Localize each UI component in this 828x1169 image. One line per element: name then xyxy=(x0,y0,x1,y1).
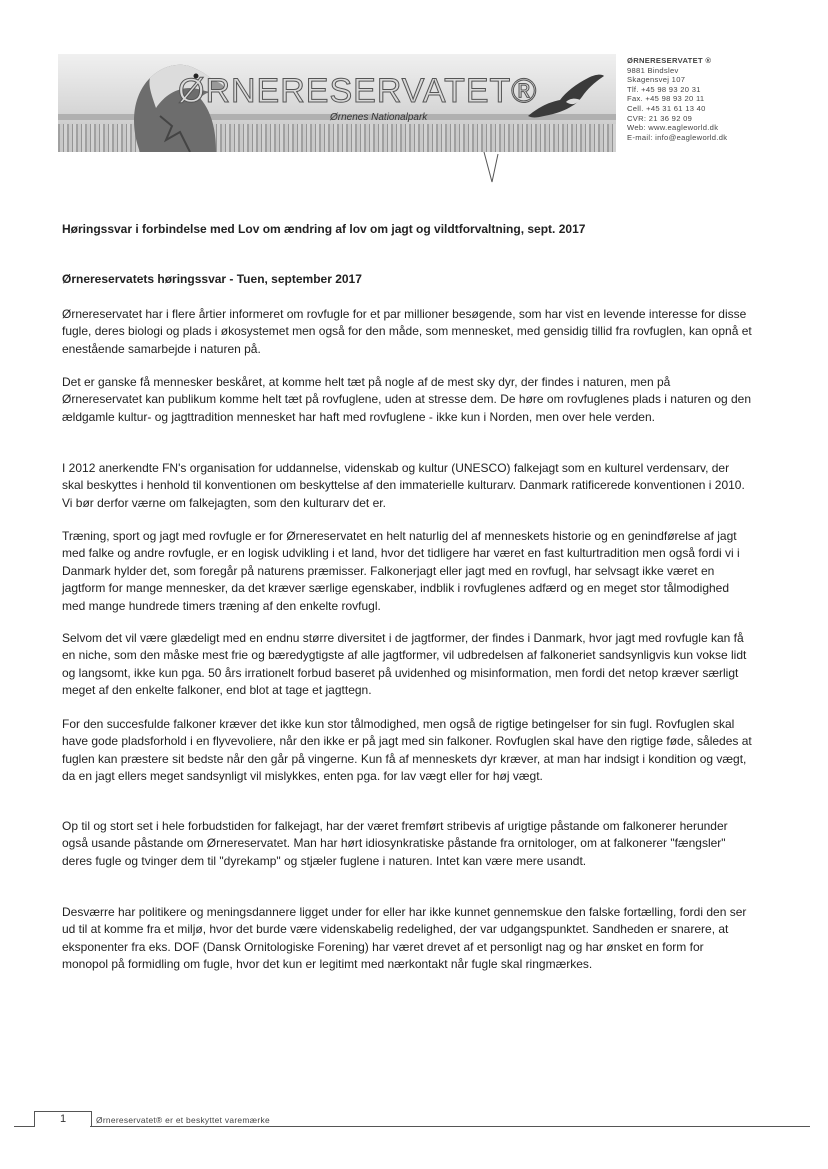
paragraph-3: I 2012 anerkendte FN's organisation for uddannelse, videnskab og kultur (UNESCO) falkejagt som en kulturel verdensarv, der skal beskyttes i henhold til konventionen om beskyttelse af den immaterielle kulturarv. Danmark ratificerede konventionen i 2010. Vi bør derfor værne om falkejagten, som den kulturarv det er. xyxy=(62,461,745,510)
paragraph-2: Det er ganske få mennesker beskåret, at komme helt tæt på nogle af de mest sky dyr, der findes i naturen, men på Ørnereservatet kan publikum komme helt tæt på rovfuglene, uden at stresse dem. De høre om rovfuglenes plads i naturen og den ældgamle kultur- og jagttradition mennesket har haft med rovfuglene - ikke kun i Norden, men over hele verden. xyxy=(62,375,752,424)
letterhead-banner xyxy=(58,54,616,152)
paragraph-6: For den succesfulde falkoner kræver det ikke kun stor tålmodighed, men også de rigtige betingelser for sin fugl. Rovfuglen skal have gode pladsforhold i en flyvevoliere, når den ikke er på jagt med sin falkoner. Rovfuglen skal have den rigtige føde, således at fuglen kan præstere sit bedste når den går på vingerne. Kun få af menneskets dyr kræver, at man har indsigt i kondition og vægt, da en jagt ellers meget sandsynligt vil mislykkes, enten pga. for lav vægt eller for høj vægt. xyxy=(62,717,752,784)
contact-phone: Tlf. +45 98 93 20 31 xyxy=(627,84,701,94)
document-title: Høringssvar i forbindelse med Lov om ændring af lov om jagt og vildtforvaltning, sept. 2017 xyxy=(62,222,586,236)
logo-subtitle: Ørnenes Nationalpark xyxy=(330,112,428,123)
handwritten-check-mark xyxy=(482,150,500,184)
flying-eagle-icon xyxy=(526,72,606,122)
contact-street: Skagensvej 107 xyxy=(627,75,686,85)
contact-fax: Fax. +45 98 93 20 11 xyxy=(627,94,705,104)
paragraph-5: Selvom det vil være glædeligt med en endnu større diversitet i de jagtformer, der findes i Danmark, hvor jagt med rovfugle kan få en niche, som den måske mest frie og bæredygtigste af alle jagtformer, vil udbredelsen af falkoneriet sandsynligvis kun vokse lidt og langsomt, ikke kun pga. 50 års irrationelt forbud baseret på uvidenhed og misinformation, men fordi det netop kræver særligt meget af den enkelte falkoner, end blot at tage et jagttegn. xyxy=(62,631,747,698)
document-subtitle: Ørnereservatets høringssvar - Tuen, september 2017 xyxy=(62,272,362,286)
contact-email: E-mail: info@eagleworld.dk xyxy=(627,132,728,142)
paragraph-8: Desværre har politikere og meningsdannere ligget under for eller har ikke kunnet gennemskue den falske fortælling, fordi den ser ud til at komme fra et miljø, hvor det burde være videnskabelig redelighed, der var udgangspunktet. Sandheden er snarere, at eksponenter fra eks. DOF (Dansk Ornitologiske Forening) har været drevet af et personligt nag og har ønsket en form for monopol på formidling om fugle, hvor det kun er legitimt med nærkontakt når fugle skal ringmærkes. xyxy=(62,905,747,972)
contact-block xyxy=(627,56,727,142)
contact-cvr: CVR: 21 36 92 09 xyxy=(627,113,693,123)
footer-rule xyxy=(90,1126,810,1127)
paragraph-7: Op til og stort set i hele forbudstiden for falkejagt, har der været fremført stribevis af urigtige påstande om falkonerer herunder også usande påstande om Ørnereservatet. Man har hørt idiosynkratiske påstande fra ornitologer, om at falkonerer "fængsler" deres fugle og tvinger dem til "dyrekamp" og stjæler fuglene i naturen. Intet kan være mere usandt. xyxy=(62,819,728,868)
paragraph-4: Træning, sport og jagt med rovfugle er for Ørnereservatet en helt naturlig del af menneskets historie og en genindførelse af jagt med falke og andre rovfugle, er en logisk udvikling i et land, hvor det tidligere har været en fast kulturtradition men også fordi vi i Danmark hylder det, som foregår på naturens præmisser. Falkonerjagt eller jagt med en rovfugl, har selvsagt ikke været en jagtform for mange mennesker, da det kræver særlige egenskaber, indblik i rovfuglenes adfærd og en meget stor tålmodighed med mange hundrede timers træning af den enkelte rovfugl. xyxy=(62,529,740,613)
contact-org: ØRNERESERVATET ® xyxy=(627,56,712,65)
paragraph-1: Ørnereservatet har i flere årtier informeret om rovfugle for et par millioner besøgende, som har vist en levende interesse for disse fugle, deres biologi og plads i økosystemet men også for den måde, som mennesket, med gensidig tillid fra rovfuglen, kan opnå et enestående samarbejde i naturen på. xyxy=(62,307,752,356)
logo-text: ØRNERESERVATET® xyxy=(178,72,538,110)
page-number: 1 xyxy=(60,1113,67,1125)
contact-web: Web: www.eagleworld.dk xyxy=(627,123,719,133)
footer-rule-left xyxy=(14,1126,34,1127)
footer-trademark: Ørnereservatet® er et beskyttet varemærke xyxy=(96,1115,270,1125)
contact-cell: Cell. +45 31 61 13 40 xyxy=(627,103,706,113)
contact-postal: 9881 Bindslev xyxy=(627,65,679,75)
